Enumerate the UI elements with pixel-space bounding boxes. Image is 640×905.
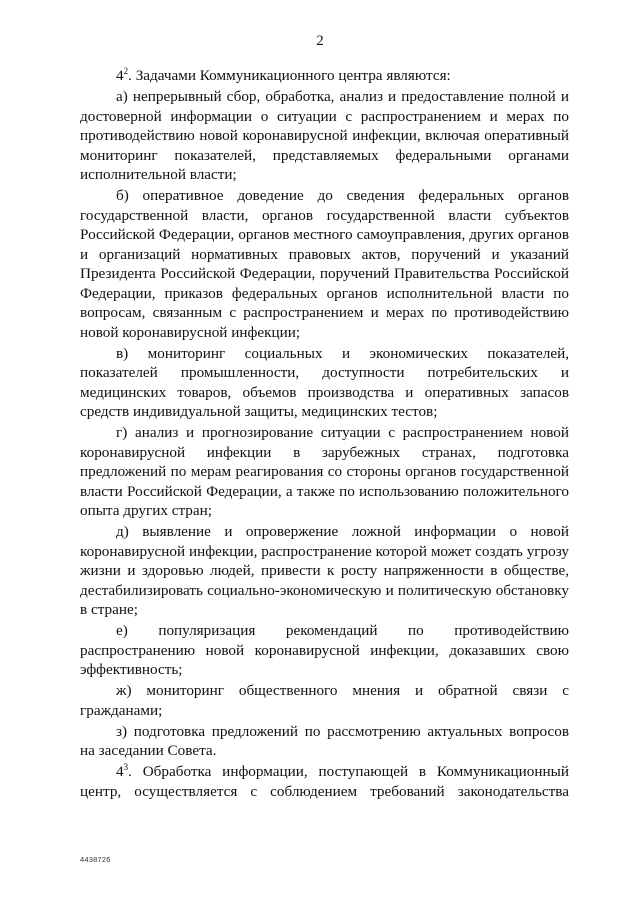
paragraph-subitem-v: в) мониторинг социальных и экономических показателей, показателей промышленности, доступности потребительских и медицинских товаров, объемов производства и оперативных запасов средств индивидуальной защиты, медицинских тестов; bbox=[80, 344, 569, 420]
paragraph-subitem-b: б) оперативное доведение до сведения федеральных органов государственной власти, органов государственной власти субъектов Российской Федерации, органов местного самоуправления, других органов и организаций нормативных правовых актов, поручений и указаний Президента Российской Федерации, поручений Правительства Российской Федерации, приказов федеральных органов исполнительной власти по вопросам, связанным с распространением и мерах по противодействию новой коронавирусной инфекции; bbox=[80, 187, 569, 341]
paragraph-subitem-d: д) выявление и опровержение ложной информации о новой коронавирусной инфекции, распространение которой может создать угрозу жизни и здоровью людей, привести к росту напряженности в обществе, дестабилизировать социально-экономическую и политическую обстановку в стране; bbox=[80, 523, 569, 618]
paragraph-subitem-a: а) непрерывный сбор, обработка, анализ и предоставление полной и достоверной информации о ситуации с распространением и мерах по противодействию новой коронавирусной инфекции, включая оперативный мониторинг показателей, представляемых федеральными органами исполнительной власти; bbox=[80, 88, 569, 183]
item-number: 4 bbox=[116, 67, 124, 84]
document-code: 4438726 bbox=[80, 855, 111, 864]
paragraph-subitem-g: г) анализ и прогнозирование ситуации с распространением новой коронавирусной инфекции в зарубежных странах, подготовка предложений по мерам реагирования со стороны органов государственной власти Российской Федерации, а также по использованию положительного опыта других стран; bbox=[80, 424, 569, 519]
item-superscript: 3 bbox=[123, 762, 129, 772]
paragraph-text: . Обработка информации, поступающей в Коммуникационный центр, осуществляется с соблюдением требований законодательства bbox=[80, 763, 569, 800]
paragraph-item-4-3 bbox=[80, 762, 569, 801]
item-number: 4 bbox=[116, 763, 124, 780]
document-body bbox=[80, 66, 569, 801]
paragraph-subitem-e: е) популяризация рекомендаций по противодействию распространению новой коронавирусной инфекции, доказавших свою эффективность; bbox=[80, 622, 569, 678]
page-number: 2 bbox=[316, 33, 324, 49]
paragraph-subitem-zh: ж) мониторинг общественного мнения и обратной связи с гражданами; bbox=[80, 682, 569, 719]
paragraph-text: . Задачами Коммуникационного центра являются: bbox=[128, 67, 451, 84]
paragraph-item-4-2 bbox=[80, 66, 569, 86]
item-superscript: 2 bbox=[123, 66, 129, 76]
paragraph-subitem-z: з) подготовка предложений по рассмотрению актуальных вопросов на заседании Совета. bbox=[80, 722, 569, 759]
